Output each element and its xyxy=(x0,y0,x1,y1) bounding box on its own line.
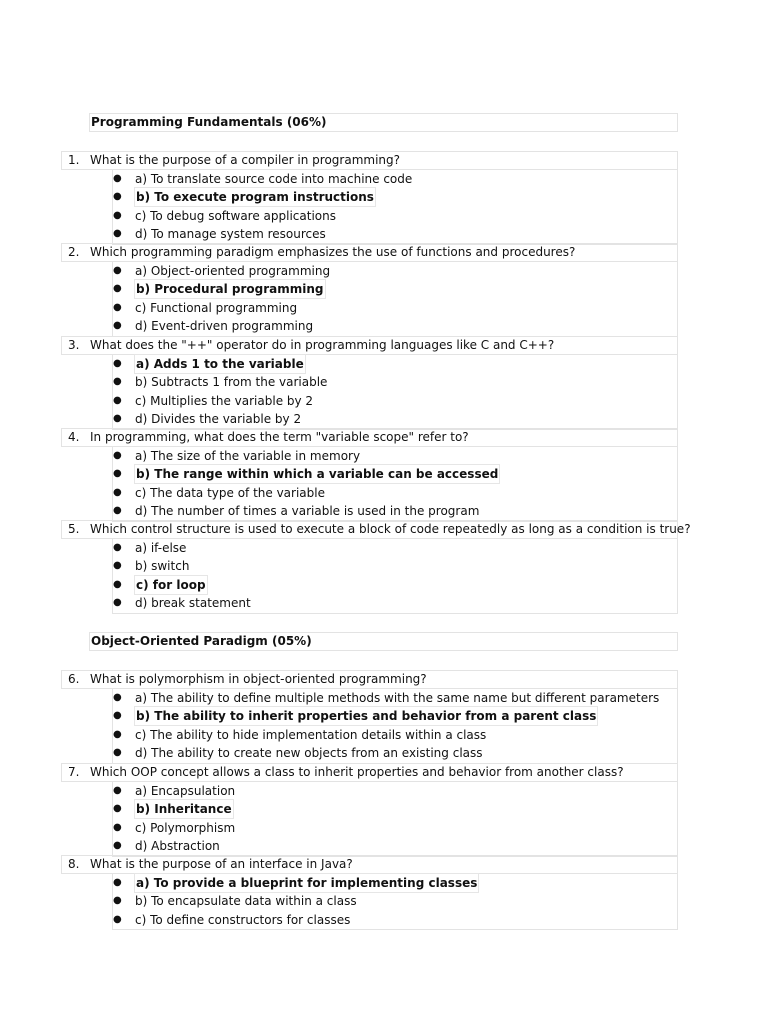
bullet-icon: ● xyxy=(113,821,122,833)
option-item xyxy=(113,170,677,188)
bullet-icon: ● xyxy=(113,913,122,925)
question-text: Which programming paradigm emphasizes the use of functions and procedures? xyxy=(90,245,576,259)
option-item xyxy=(113,892,677,910)
bullet-icon: ● xyxy=(113,840,122,852)
option-item-correct xyxy=(113,355,677,373)
question-row xyxy=(61,520,691,539)
option-item xyxy=(113,373,677,391)
question-row xyxy=(61,336,678,355)
section-heading: Object-Oriented Paradigm (05%) xyxy=(89,632,678,651)
option-item xyxy=(113,744,677,762)
option-item xyxy=(113,782,677,800)
bullet-icon: ● xyxy=(113,597,122,609)
option-item xyxy=(113,207,677,225)
bullet-icon: ● xyxy=(113,785,122,796)
option-text: a) To translate source code into machine code xyxy=(135,172,413,186)
question-number: 8. xyxy=(68,857,80,871)
question-text: What is the purpose of a compiler in programming? xyxy=(90,153,401,167)
option-list xyxy=(112,262,678,337)
option-list xyxy=(112,689,678,764)
section-heading: Programming Fundamentals (06%) xyxy=(89,113,678,132)
question-row xyxy=(61,428,678,447)
option-item xyxy=(113,819,677,837)
question-number: 6. xyxy=(68,672,80,686)
option-text: d) Divides the variable by 2 xyxy=(135,412,302,427)
bullet-icon: ● xyxy=(113,747,122,759)
option-item-correct xyxy=(113,188,677,206)
option-item xyxy=(113,262,677,280)
option-text: c) Polymorphism xyxy=(135,820,236,835)
option-text: a) The ability to define multiple methods with the same name but different parameters xyxy=(135,691,660,705)
option-item xyxy=(113,594,677,612)
option-text: b) To encapsulate data within a class xyxy=(135,894,357,909)
option-text: d) Abstraction xyxy=(135,839,220,854)
question-text: In programming, what does the term "variable scope" refer to? xyxy=(90,430,469,444)
option-item xyxy=(113,410,677,428)
bullet-icon: ● xyxy=(113,578,122,590)
bullet-icon: ● xyxy=(113,728,122,740)
question-text: Which control structure is used to execute a block of code repeatedly as long as a condition is true? xyxy=(90,522,691,536)
bullet-icon: ● xyxy=(113,301,122,313)
option-item xyxy=(113,317,677,335)
option-text: c) The data type of the variable xyxy=(135,485,325,500)
option-item xyxy=(113,225,677,243)
option-text: a) To provide a blueprint for implementing classes xyxy=(136,876,478,890)
option-item-correct xyxy=(113,800,677,818)
option-item xyxy=(113,689,677,707)
question-number: 7. xyxy=(68,765,80,779)
option-item xyxy=(113,392,677,410)
bullet-icon: ● xyxy=(113,228,122,240)
bullet-icon: ● xyxy=(113,191,122,203)
option-item xyxy=(113,837,677,855)
option-text: c) The ability to hide implementation details within a class xyxy=(135,727,487,742)
question-text: Which OOP concept allows a class to inherit properties and behavior from another class? xyxy=(90,765,624,779)
option-text: d) The number of times a variable is used in the program xyxy=(135,504,480,519)
option-list xyxy=(112,355,678,430)
bullet-icon: ● xyxy=(113,283,122,295)
bullet-icon: ● xyxy=(113,710,122,722)
option-text: a) Adds 1 to the variable xyxy=(136,357,304,371)
bullet-icon: ● xyxy=(113,895,122,907)
option-text: c) for loop xyxy=(136,577,206,592)
bullet-icon: ● xyxy=(113,692,122,703)
option-item xyxy=(113,299,677,317)
option-text: c) Functional programming xyxy=(135,300,298,315)
option-text: a) Encapsulation xyxy=(135,784,236,798)
option-text: c) To define constructors for classes xyxy=(135,912,351,927)
question-text: What is the purpose of an interface in Java? xyxy=(90,857,353,871)
question-row xyxy=(61,151,678,170)
bullet-icon: ● xyxy=(113,173,122,184)
option-text: b) The range within which a variable can be accessed xyxy=(136,467,499,482)
question-number: 1. xyxy=(68,153,80,167)
option-text: c) Multiplies the variable by 2 xyxy=(135,393,314,408)
question-number: 5. xyxy=(68,522,80,536)
question-row xyxy=(61,243,678,262)
option-list xyxy=(112,782,678,857)
bullet-icon: ● xyxy=(113,486,122,498)
option-text: d) To manage system resources xyxy=(135,227,326,242)
question-row xyxy=(61,763,678,782)
option-item-correct xyxy=(113,874,677,892)
option-text: b) Inheritance xyxy=(136,802,232,817)
question-text: What is polymorphism in object-oriented programming? xyxy=(90,672,427,686)
option-text: b) To execute program instructions xyxy=(136,190,374,205)
question-number: 3. xyxy=(68,338,80,352)
option-item xyxy=(113,911,677,929)
bullet-icon: ● xyxy=(113,358,122,369)
question-number: 2. xyxy=(68,245,80,259)
option-list xyxy=(112,170,678,245)
option-item-correct xyxy=(113,576,677,594)
bullet-icon: ● xyxy=(113,505,122,517)
option-item-correct xyxy=(113,707,677,725)
option-item xyxy=(113,447,677,465)
bullet-icon: ● xyxy=(113,413,122,425)
option-text: a) The size of the variable in memory xyxy=(135,449,361,463)
bullet-icon: ● xyxy=(113,209,122,221)
bullet-icon: ● xyxy=(113,877,122,888)
bullet-icon: ● xyxy=(113,542,122,553)
option-list xyxy=(112,447,678,522)
bullet-icon: ● xyxy=(113,394,122,406)
option-item xyxy=(113,539,677,557)
option-item xyxy=(113,484,677,502)
bullet-icon: ● xyxy=(113,450,122,461)
option-item-correct xyxy=(113,280,677,298)
option-text: b) Subtracts 1 from the variable xyxy=(135,375,328,390)
option-list xyxy=(112,874,678,930)
bullet-icon: ● xyxy=(113,320,122,332)
option-text: d) The ability to create new objects from an existing class xyxy=(135,746,483,761)
option-item-correct xyxy=(113,465,677,483)
option-text: d) Event-driven programming xyxy=(135,319,314,334)
option-item xyxy=(113,502,677,520)
option-text: b) Procedural programming xyxy=(136,282,324,297)
option-item xyxy=(113,726,677,744)
bullet-icon: ● xyxy=(113,560,122,572)
bullet-icon: ● xyxy=(113,376,122,388)
question-row xyxy=(61,670,678,689)
question-number: 4. xyxy=(68,430,80,444)
bullet-icon: ● xyxy=(113,803,122,815)
option-text: b) The ability to inherit properties and behavior from a parent class xyxy=(136,709,597,724)
question-row xyxy=(61,855,678,874)
option-item xyxy=(113,557,677,575)
bullet-icon: ● xyxy=(113,265,122,276)
option-list xyxy=(112,539,678,614)
bullet-icon: ● xyxy=(113,468,122,480)
option-text: c) To debug software applications xyxy=(135,208,336,223)
option-text: a) Object-oriented programming xyxy=(135,264,331,278)
option-text: d) break statement xyxy=(135,596,251,611)
option-text: a) if-else xyxy=(135,541,187,555)
question-text: What does the "++" operator do in programming languages like C and C++? xyxy=(90,338,555,352)
option-text: b) switch xyxy=(135,559,190,574)
